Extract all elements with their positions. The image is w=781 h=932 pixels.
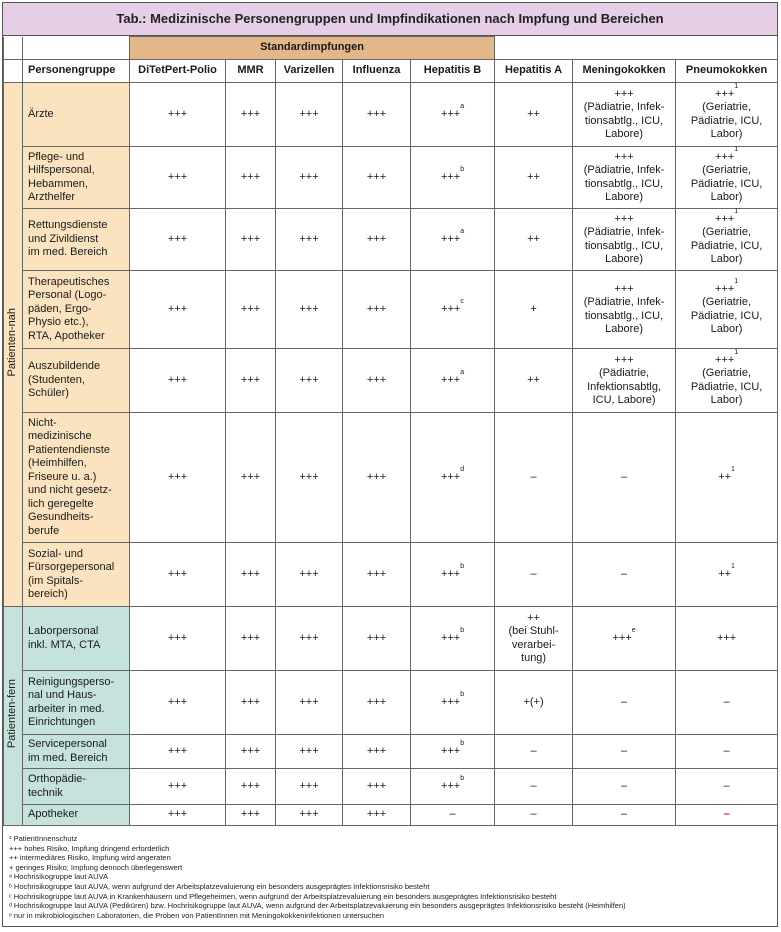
section-label-nah — [4, 83, 23, 607]
cell-hepatitis-b: +++$^d$ — [411, 413, 495, 543]
vaccination-table — [3, 36, 778, 826]
cell-c1: +++ — [130, 349, 226, 413]
row-label: Laborpersonal inkl. MTA, CTA — [23, 607, 130, 671]
pneumo-footnote-mark: 1 — [731, 562, 735, 570]
cell-c3: +++ — [276, 209, 343, 271]
row-label: Pflege- und Hilfspersonal, Hebammen, Arzthelfer — [23, 147, 130, 209]
table-row-ortho — [4, 769, 778, 805]
cell-meningokokken: +++ (Pädiatrie, Infektionsabtlg, ICU, Labore) — [573, 349, 676, 413]
cell-hepatitis-b-footnote-mark: b — [460, 774, 465, 782]
row-label: Auszubildende (Studenten, Schüler) — [23, 349, 130, 413]
col-header-influenza: Influenza — [343, 60, 411, 83]
cell-c3: +++ — [276, 413, 343, 543]
cell-c3: +++ — [276, 671, 343, 735]
cell-pneumokokken: – — [676, 671, 778, 735]
cell-c1: +++ — [130, 769, 226, 805]
footnote-line: ++ intermediäres Risiko, Impfung wird angeraten — [9, 853, 171, 863]
cell-c3: +++ — [276, 735, 343, 769]
footnote-line: ᵃ Hochrisikogruppe laut AUVA — [9, 872, 108, 882]
row-label: Ärzte — [23, 83, 130, 147]
footnote-line: ᵈ Hochrisikogruppe laut AUVA (Pediküren) bzw. Hochrisikogruppe laut AUVA, wenn aufgrund der Arbeitsplatzevaluierung ein besonders ausgeprägtes Infektionsrisiko besteht (Heimhilfen) — [9, 901, 626, 911]
cell-hepatitis-b-footnote-mark: a — [460, 227, 465, 235]
table-row-labor — [4, 607, 778, 671]
cell-c4: +++ — [343, 607, 411, 671]
cell-pneumokokken: +++$^1$ (Geriatrie, Pädiatrie, ICU, Labor) — [676, 271, 778, 349]
cell-pneumokokken: – — [676, 805, 778, 826]
table-row-rettung — [4, 209, 778, 271]
cell-hepatitis-b: +++$^c$ — [411, 271, 495, 349]
pneumo-footnote-mark: 1 — [734, 348, 739, 356]
cell-hepatitis-a: ++ — [495, 349, 573, 413]
cell-pneumokokken: +++$^1$ (Geriatrie, Pädiatrie, ICU, Labor) — [676, 83, 778, 147]
cell-c1: +++ — [130, 543, 226, 607]
col-header-pneumokokken: Pneumokokken — [676, 60, 778, 83]
table-row-apotheker — [4, 805, 778, 826]
cell-hepatitis-b: +++$^b$ — [411, 735, 495, 769]
table-title: Tab.: Medizinische Personengruppen und Impfindikationen nach Impfung und Bereichen — [3, 3, 777, 36]
cell-meningokokken: – — [573, 805, 676, 826]
cell-hepatitis-b-footnote-mark: b — [460, 626, 465, 634]
table-row-aerzte — [4, 83, 778, 147]
cell-c1: +++ — [130, 147, 226, 209]
col-header-mmr: MMR — [226, 60, 276, 83]
cell-c3: +++ — [276, 607, 343, 671]
cell-c4: +++ — [343, 735, 411, 769]
cell-meningokokken: – — [573, 543, 676, 607]
row-label: Orthopädie- technik — [23, 769, 130, 805]
col-header-hepatitis-b: Hepatitis B — [411, 60, 495, 83]
cell-c4: +++ — [343, 543, 411, 607]
pneumo-footnote-mark: 1 — [734, 207, 739, 215]
cell-hepatitis-a: – — [495, 413, 573, 543]
cell-pneumokokken: – — [676, 735, 778, 769]
cell-c4: +++ — [343, 413, 411, 543]
cell-c1: +++ — [130, 271, 226, 349]
footnote-line: ¹ PatientInnenschutz — [9, 834, 78, 843]
cell-hepatitis-a: ++ — [495, 147, 573, 209]
section-label-text: Patienten-fern — [6, 679, 19, 749]
cell-hepatitis-b-footnote-mark: a — [460, 368, 465, 376]
col-header-personengruppe: Personengruppe — [23, 60, 130, 83]
cell-hepatitis-a: ++ — [495, 83, 573, 147]
section-label-text: Patienten-nah — [6, 308, 19, 377]
cell-hepatitis-b-footnote-mark: b — [460, 739, 465, 747]
cell-c2: +++ — [226, 413, 276, 543]
cell-c3: +++ — [276, 83, 343, 147]
cell-hepatitis-b-footnote-mark: b — [460, 690, 465, 698]
cell-hepatitis-b: +++$^b$ — [411, 543, 495, 607]
cell-meningokokken: – — [573, 413, 676, 543]
cell-c2: +++ — [226, 671, 276, 735]
col-header-ditetpert: DiTetPert-Polio — [130, 60, 226, 83]
cell-c1: +++ — [130, 83, 226, 147]
cell-c1: +++ — [130, 735, 226, 769]
footnote-line: ᵉ nur in mikrobiologischen Laboratorien, die Proben von PatientInnen mit Meningokokkeninfektionen untersuchen — [9, 910, 385, 920]
cell-hepatitis-b: +++$^b$ — [411, 671, 495, 735]
row-label: Therapeutisches Personal (Logo- päden, Ergo- Physio etc.), RTA, Apotheker — [23, 271, 130, 349]
cell-meningokokken: – — [573, 735, 676, 769]
cell-meningokokken: – — [573, 671, 676, 735]
footnote-line: ᶜ Hochrisikogruppe laut AUVA in Krankenhäusern und Pflegeheimen, wenn aufgrund der Arbeitsplatzevaluierung ein besonders ausgeprägtes Infektionsrisiko besteht — [9, 891, 557, 901]
cell-hepatitis-b-footnote-mark: a — [460, 102, 465, 110]
cell-pneumokokken: +++$^1$ (Geriatrie, Pädiatrie, ICU, Labor) — [676, 147, 778, 209]
cell-meningokokken: +++$^e$ — [573, 607, 676, 671]
cell-hepatitis-b: – — [411, 805, 495, 826]
cell-c4: +++ — [343, 805, 411, 826]
cell-c4: +++ — [343, 209, 411, 271]
cell-hepatitis-b: +++$^a$ — [411, 209, 495, 271]
cell-c2: +++ — [226, 83, 276, 147]
row-label: Apotheker — [23, 805, 130, 826]
cell-hepatitis-a: – — [495, 735, 573, 769]
cell-hepatitis-a: + — [495, 271, 573, 349]
pneumo-footnote-mark: 1 — [731, 465, 735, 473]
cell-hepatitis-a: ++ — [495, 209, 573, 271]
cell-c3: +++ — [276, 543, 343, 607]
table-row-sozial — [4, 543, 778, 607]
cell-c4: +++ — [343, 769, 411, 805]
cell-c2: +++ — [226, 607, 276, 671]
cell-pneumokokken: ++$^1$ — [676, 543, 778, 607]
cell-hepatitis-a: +(+) — [495, 671, 573, 735]
row-label: Rettungsdienste und Zivildienst im med. Bereich — [23, 209, 130, 271]
cell-meningokokken-footnote-mark: e — [631, 626, 636, 634]
footnote-line: ᵇ Hochrisikogruppe laut AUVA, wenn aufgrund der Arbeitsplatzevaluierung ein besonders ausgeprägtes Infektionsrisiko besteht — [9, 881, 430, 891]
cell-meningokokken: – — [573, 769, 676, 805]
cell-hepatitis-b-footnote-mark: b — [460, 165, 465, 173]
pneumo-footnote-mark: 1 — [734, 82, 739, 90]
cell-c3: +++ — [276, 349, 343, 413]
table-row-pflege — [4, 147, 778, 209]
col-header-meningokokken: Meningokokken — [573, 60, 676, 83]
cell-hepatitis-b-footnote-mark: b — [460, 562, 465, 570]
table-row-auszubildende — [4, 349, 778, 413]
cell-meningokokken: +++ (Pädiatrie, Infek- tionsabtlg., ICU, Labore) — [573, 209, 676, 271]
cell-c3: +++ — [276, 271, 343, 349]
pneumo-footnote-mark: 1 — [734, 277, 739, 285]
cell-hepatitis-b: +++$^b$ — [411, 769, 495, 805]
col-header-hepatitis-a: Hepatitis A — [495, 60, 573, 83]
table-row-service — [4, 735, 778, 769]
pneumo-footnote-mark: 1 — [734, 145, 739, 153]
table-row-therapeut — [4, 271, 778, 349]
cell-c1: +++ — [130, 413, 226, 543]
table-row-reinigung — [4, 671, 778, 735]
cell-c2: +++ — [226, 209, 276, 271]
cell-c4: +++ — [343, 671, 411, 735]
cell-meningokokken: +++ (Pädiatrie, Infek- tionsabtlg., ICU, Labore) — [573, 147, 676, 209]
cell-hepatitis-b-footnote-mark: c — [460, 297, 464, 305]
cell-c1: +++ — [130, 607, 226, 671]
footnotes — [3, 826, 777, 926]
cell-c2: +++ — [226, 543, 276, 607]
cell-pneumokokken: +++$^1$ (Geriatrie, Pädiatrie, ICU, Labor) — [676, 209, 778, 271]
col-header-varizellen: Varizellen — [276, 60, 343, 83]
cell-c2: +++ — [226, 805, 276, 826]
cell-c4: +++ — [343, 83, 411, 147]
footnote-line: + geringes Risiko, Impfung dennoch überlegenswert — [9, 862, 183, 872]
cell-c4: +++ — [343, 271, 411, 349]
cell-c4: +++ — [343, 349, 411, 413]
row-label: Reinigungsperso- nal und Haus- arbeiter in med. Einrichtungen — [23, 671, 130, 735]
cell-c3: +++ — [276, 147, 343, 209]
vaccination-table-figure — [2, 2, 778, 927]
cell-hepatitis-a: ++ (bei Stuhl- verarbei- tung) — [495, 607, 573, 671]
row-label: Servicepersonal im med. Bereich — [23, 735, 130, 769]
cell-c1: +++ — [130, 209, 226, 271]
cell-pneumokokken: +++$^1$ (Geriatrie, Pädiatrie, ICU, Labor) — [676, 349, 778, 413]
cell-c2: +++ — [226, 349, 276, 413]
cell-pneumokokken: +++ — [676, 607, 778, 671]
cell-pneumokokken: – — [676, 769, 778, 805]
cell-pneumokokken: ++$^1$ — [676, 413, 778, 543]
table-row-nichtmed — [4, 413, 778, 543]
cell-c2: +++ — [226, 147, 276, 209]
cell-hepatitis-b: +++$^a$ — [411, 349, 495, 413]
cell-hepatitis-a: – — [495, 769, 573, 805]
row-label: Nicht- medizinische Patientendienste (Heimhilfen, Friseure u. a.) und nicht gesetz- lich geregelte Gesundheits- berufe — [23, 413, 130, 543]
cell-c1: +++ — [130, 805, 226, 826]
cell-c4: +++ — [343, 147, 411, 209]
cell-c2: +++ — [226, 769, 276, 805]
section-label-fern — [4, 607, 23, 826]
cell-c2: +++ — [226, 271, 276, 349]
cell-c3: +++ — [276, 805, 343, 826]
row-label: Sozial- und Fürsorgepersonal (im Spitals- bereich) — [23, 543, 130, 607]
cell-c2: +++ — [226, 735, 276, 769]
cell-meningokokken: +++ (Pädiatrie, Infek- tionsabtlg., ICU, Labore) — [573, 83, 676, 147]
cell-hepatitis-a: – — [495, 543, 573, 607]
cell-hepatitis-b-footnote-mark: d — [460, 465, 465, 473]
cell-c3: +++ — [276, 769, 343, 805]
footnote-line: +++ hohes Risiko, Impfung dringend erforderlich — [9, 843, 170, 853]
column-header-row — [4, 60, 778, 83]
cell-meningokokken: +++ (Pädiatrie, Infek- tionsabtlg., ICU, Labore) — [573, 271, 676, 349]
cell-hepatitis-b: +++$^b$ — [411, 147, 495, 209]
cell-hepatitis-a: – — [495, 805, 573, 826]
cell-hepatitis-b: +++$^a$ — [411, 83, 495, 147]
standard-vaccinations-header: Standardimpfungen — [130, 37, 495, 60]
cell-hepatitis-b: +++$^b$ — [411, 607, 495, 671]
cell-c1: +++ — [130, 671, 226, 735]
